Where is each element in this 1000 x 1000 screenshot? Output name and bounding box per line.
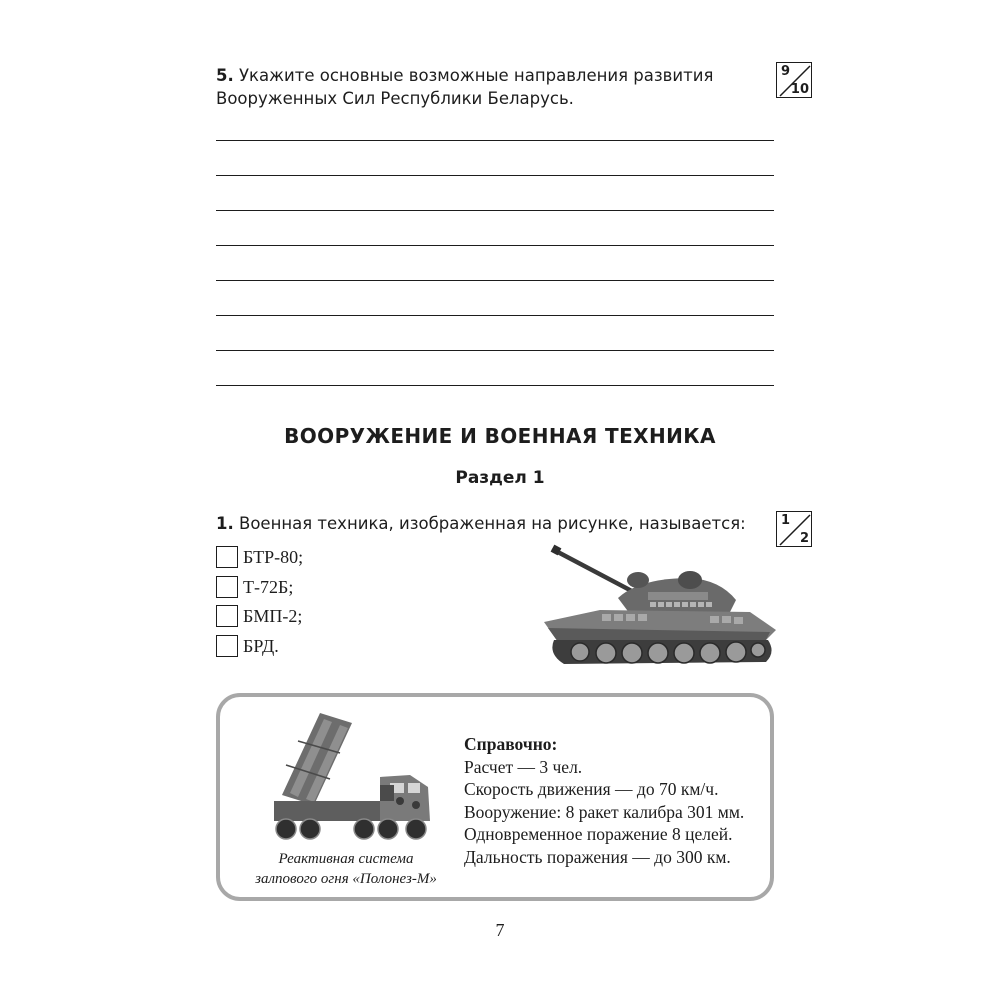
question-1-text: Военная техника, изображенная на рисунке, называется: (239, 514, 746, 533)
answer-line[interactable] (216, 140, 774, 141)
score-box-q5 (776, 62, 812, 98)
option-checkbox[interactable] (216, 605, 238, 627)
answer-line[interactable] (216, 210, 774, 211)
question-1 (216, 514, 746, 533)
score-box-q1 (776, 511, 812, 547)
option-label: БМП-2; (243, 605, 303, 626)
reference-line-2: Скорость движения — до 70 км/ч. (464, 779, 719, 799)
answer-line[interactable] (216, 350, 774, 351)
mlrs-image (260, 705, 440, 851)
launcher-pod (282, 713, 352, 805)
answer-line[interactable] (216, 280, 774, 281)
score-q1-bottom: 2 (799, 531, 809, 546)
tank-hull (544, 610, 776, 642)
reference-box (216, 693, 774, 901)
option-checkbox[interactable] (216, 576, 238, 598)
reference-text (464, 733, 744, 868)
section-subtitle: Раздел 1 (455, 468, 545, 488)
section-title: ВООРУЖЕНИЕ И ВОЕННАЯ ТЕХНИКА (284, 424, 716, 448)
caption-line-2: залпового огня «Полонез-М» (255, 871, 437, 887)
answer-line[interactable] (216, 175, 774, 176)
question-1-number: 1. (216, 514, 234, 533)
truck-wheels (276, 819, 426, 839)
score-q5-top: 9 (781, 64, 791, 79)
answer-line[interactable] (216, 245, 774, 246)
tank-image (540, 540, 780, 675)
option-checkbox[interactable] (216, 546, 238, 568)
caption-line-1: Реактивная система (278, 851, 414, 867)
page-number: 7 (495, 920, 505, 940)
option-3[interactable] (216, 605, 302, 627)
reference-line-4: Одновременное поражение 8 целей. (464, 824, 733, 844)
option-1[interactable] (216, 546, 303, 568)
reference-line-1: Расчет — 3 чел. (464, 756, 583, 777)
reference-heading: Справочно: (464, 734, 558, 754)
reference-line-5: Дальность поражения — до 300 км. (464, 846, 731, 867)
question-5 (216, 64, 776, 110)
reference-line-3: Вооружение: 8 ракет калибра 301 мм. (464, 801, 745, 822)
score-q5-bottom: 10 (790, 82, 809, 97)
question-5-text: Укажите основные возможные направления развития Вооруженных Сил Республики Беларусь. (216, 66, 714, 108)
option-checkbox[interactable] (216, 635, 238, 657)
answer-line[interactable] (216, 385, 774, 386)
option-2[interactable] (216, 576, 293, 598)
tank-tracks (552, 640, 771, 664)
option-4[interactable] (216, 635, 279, 657)
option-label: Т-72Б; (243, 576, 294, 597)
question-5-number: 5. (216, 66, 234, 85)
score-q1-top: 1 (781, 513, 791, 528)
option-label: БРД. (243, 635, 279, 656)
answer-line[interactable] (216, 315, 774, 316)
tank-turret (618, 571, 736, 614)
option-label: БТР-80; (243, 546, 304, 567)
image-caption (230, 849, 462, 889)
